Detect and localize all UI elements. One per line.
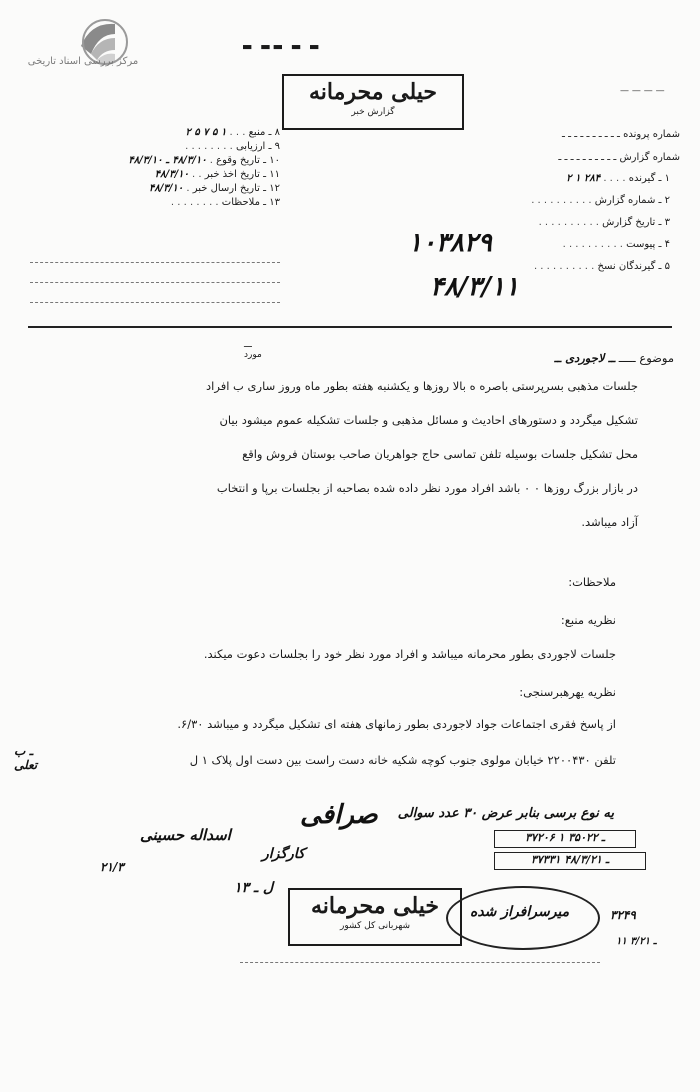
subject-line: موضوع ـــــ ــ لاجوردی ــ [554,351,674,365]
signature-left: اسداله حسینی [140,826,231,844]
header-right-field-4: ۴ ـ پیوست . . . . . . . . . . [562,239,670,250]
header-right-field-2: ۲ ـ شماره گزارش . . . . . . . . . . [531,195,670,206]
classification-top-sub: گزارش خبر [351,107,395,117]
header-field: شماره پرونده ـ ـ ـ ـ ـ ـ ـ ـ ـ ـ [562,129,680,140]
header-right-field-3: ۳ ـ تاریخ گزارش . . . . . . . . . . [538,217,670,228]
classification-top: حیلی محرمانه [308,79,438,105]
body-line-1: جلسات مذهبی بسرپرستی باصره ه بالا روزها و یکشنبه هفته بطور ماه وروز ساری ب افراد [206,379,638,393]
header-left-field-12: ۱۲ ـ تاریخ ارسال خبر . ۴۸/۳/۱۰ [148,183,280,194]
watermark-text: مرکز بررسی اسناد تاریخی [27,56,139,67]
header-right-column [420,128,680,174]
body-line-3: محل تشکیل جلسات بوسیله تلفن تماسی حاج جواهریان صاحب بوستان فروش واقع [242,447,638,461]
signature-box-1: ۳۷۲۰۶ ۱ ـ ۳۵۰۲۲ [494,830,636,848]
source-opinion-label: نظریه منبع: [560,613,616,627]
header-right-field-5: ۵ ـ گیرندگان نسخ . . . . . . . . . . [533,261,670,272]
header-divider [28,326,672,328]
classification-stamp-top [282,74,464,130]
handwritten-number-1: ۱۰۳۸۲۹ [408,228,492,258]
divider [30,302,280,303]
header-left-field-11: ۱۱ ـ تاریخ اخذ خبر . . ۴۸/۳/۱۰ [154,169,280,180]
header-left-field-9: ۹ ـ ارزیابی . . . . . . . . [185,141,280,152]
body-line-5: آزاد میباشد. [581,515,638,529]
phone-address-line: تلفن ۲۲۰۰۴۳۰ خیابان مولوی جنوب کوچه شکیه خانه دست راست بین دست اول پلاک ۱ ل [189,753,616,767]
report-body [38,378,638,548]
footer-divider [240,962,600,963]
body-line-2: تشکیل میگردد و دستورهای احادیث و مسائل مذهبی و جلسات تشکیله عموم میشود بیان [219,413,638,427]
classification-stamp-bottom [288,888,462,946]
classification-bottom-sub: شهربانی کل کشور [339,921,411,931]
signature-center-mark: ل ـ ۱۳ [234,880,274,896]
subject-label: موضوع [639,351,674,365]
archive-logo-icon [22,10,162,80]
station-opinion-text: از پاسخ فقری اجتماعات جواد لاجوردی بطور زمانهای هفته ای تشکیل میگردد و میباشد ۶/۳۰. [177,717,616,731]
header-right-fields [410,172,670,282]
header-field: شماره گزارش ـ ـ ـ ـ ـ ـ ـ ـ ـ ـ [558,152,680,163]
divider [30,262,280,263]
classification-bottom: خیلی محرمانه [310,893,440,919]
signature-center: صرافی [300,800,378,830]
header-left-field-8: ۸ ـ منبع . . . ۱ ۵ ۷ ۵ ۲ [185,127,280,138]
redaction-mark: ▬ ▬▬ ▬ ▬ [242,40,322,53]
source-opinion-text: جلسات لاجوردی بطور محرمانه میباشد و افراد مورد نظر خود را بجلسات دعوت میکند. [203,647,616,661]
margin-note: ـ ب تعلی [14,744,38,772]
signature-center-sub: کارگزار [262,846,305,862]
signature-box-2: ۳۷۳۳۱ ـ ۴۸/۳/۲۱ [494,852,646,870]
signature-bottom-code: ۳۲۴۹ [610,908,636,922]
signature-left-date: ۲۱/۳ [100,860,124,874]
corner-mark: — — — — [620,86,665,96]
station-opinion-label: نظریه یهرهبرسنجی: [519,685,616,699]
signature-oval-text: میرسرافراز شده [470,904,570,920]
header-left-fields [30,126,280,210]
signature-bottom-date: ۱۱ ـ ۳/۲۱ [616,936,657,947]
signature-right-note: یه نوع برسی بنابر عرض ۳۰ عدد سوالی [397,806,614,821]
remarks-label: ملاحظات: [568,575,616,589]
body-line-4: در بازار بزرگ روزها ۰ ۰ باشد افراد مورد نظر داده شده بصاحبه از بجلسات برپا و انتخاب [216,481,638,495]
subject-small-note: ـــ مورد [244,340,262,360]
header-left-field-10: ۱۰ ـ تاریخ وقوع . ۴۸/۳/۱۰ ـ ۴۸/۳/۱۰ [128,155,280,166]
header-left-field-13: ۱۳ ـ ملاحظات . . . . . . . . [170,197,280,208]
handwritten-number-2: ۴۸/۳/۱۱ [430,272,519,302]
divider [30,282,280,283]
header-right-field-1: ۱ ـ گیرنده . . . . ۲۸۴ ۱ ۲ [566,173,670,184]
